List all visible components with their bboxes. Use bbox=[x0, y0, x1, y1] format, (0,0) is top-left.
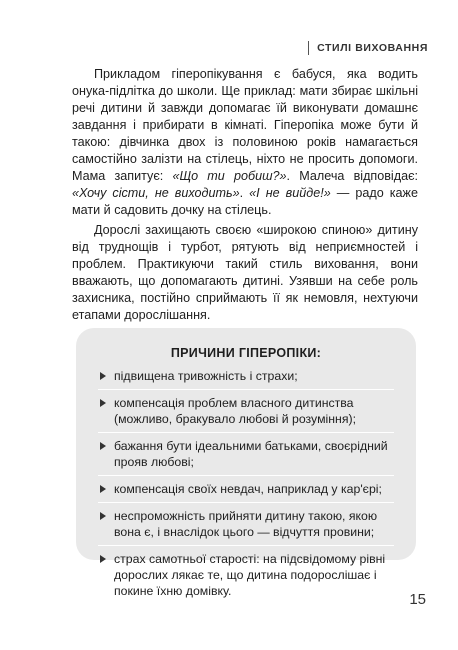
running-header bbox=[308, 41, 428, 55]
list-item-text: компенсація проблем власного дитинства (можливо, бракувало любові й розуміння); bbox=[114, 396, 357, 426]
paragraph-1-part-d: — радо каже мати й садовить дочку на стілець. bbox=[72, 186, 418, 217]
paragraph-1 bbox=[72, 66, 418, 219]
causes-box-title: ПРИЧИНИ ГІПЕРОПІКИ: bbox=[170, 346, 322, 360]
triangle-bullet-icon bbox=[100, 442, 106, 450]
paragraph-1-part-a: Прикладом гіперопікування є бабуся, яка водить онука-підлітка до школи. Ще приклад: мати збирає шкільні речі дитини й завжди допомагає їй виконувати домашнє завдання і прибирати в кімнаті. Гіперопіка може бути й такою: дівчинка двох із половиною років намагається самостійно залізти на стілець, ніхто не просить допомоги. Мама запитує: bbox=[72, 67, 418, 183]
list-item-text: бажання бути ідеальними батьками, своєрідний прояв любові; bbox=[114, 439, 388, 469]
paragraph-1-part-c: . bbox=[239, 186, 250, 200]
quote-1: «Що ти робиш?» bbox=[172, 169, 287, 183]
quote-3: «І не вийде!» bbox=[249, 186, 331, 200]
causes-list bbox=[98, 368, 394, 604]
triangle-bullet-icon bbox=[100, 555, 106, 563]
page-number: 15 bbox=[409, 591, 426, 608]
list-item bbox=[98, 481, 394, 503]
list-item-text: підвищена тривожність і страхи; bbox=[114, 369, 298, 383]
list-item bbox=[98, 368, 394, 390]
paragraph-1-part-b: . Малеча відповідає: bbox=[286, 169, 419, 183]
list-item bbox=[98, 551, 394, 604]
paragraph-2: Дорослі захищають своєю «широкою спиною» дитину від труднощів і турбот, рятують від неприємностей і проблем. Практикуючи такий стиль виховання, вони вважають, що допомагають дитині. Узявши на себе роль захисника, постійно сприймають її як немовля, нехтуючи етапами дорослішання. bbox=[72, 223, 418, 322]
list-item bbox=[98, 508, 394, 546]
header-title: СТИЛІ ВИХОВАННЯ bbox=[317, 42, 428, 54]
list-item bbox=[98, 395, 394, 433]
list-item-text: компенсація своїх невдач, наприклад у кар'єрі; bbox=[114, 482, 382, 496]
list-item-text: неспроможність прийняти дитину такою, якою вона є, і внаслідок цього — відчуття провини; bbox=[114, 509, 378, 539]
list-item bbox=[98, 438, 394, 476]
triangle-bullet-icon bbox=[100, 399, 106, 407]
quote-2: «Хочу сісти, не виходить» bbox=[72, 186, 240, 200]
triangle-bullet-icon bbox=[100, 485, 106, 493]
main-text bbox=[72, 66, 418, 327]
list-item-text: страх самотньої старості: на підсвідомому рівні дорослих лякає те, що дитина подорослішає і покине їхню домівку. bbox=[114, 552, 386, 598]
triangle-bullet-icon bbox=[100, 512, 106, 520]
header-divider bbox=[308, 41, 309, 55]
causes-box bbox=[76, 328, 416, 598]
triangle-bullet-icon bbox=[100, 372, 106, 380]
